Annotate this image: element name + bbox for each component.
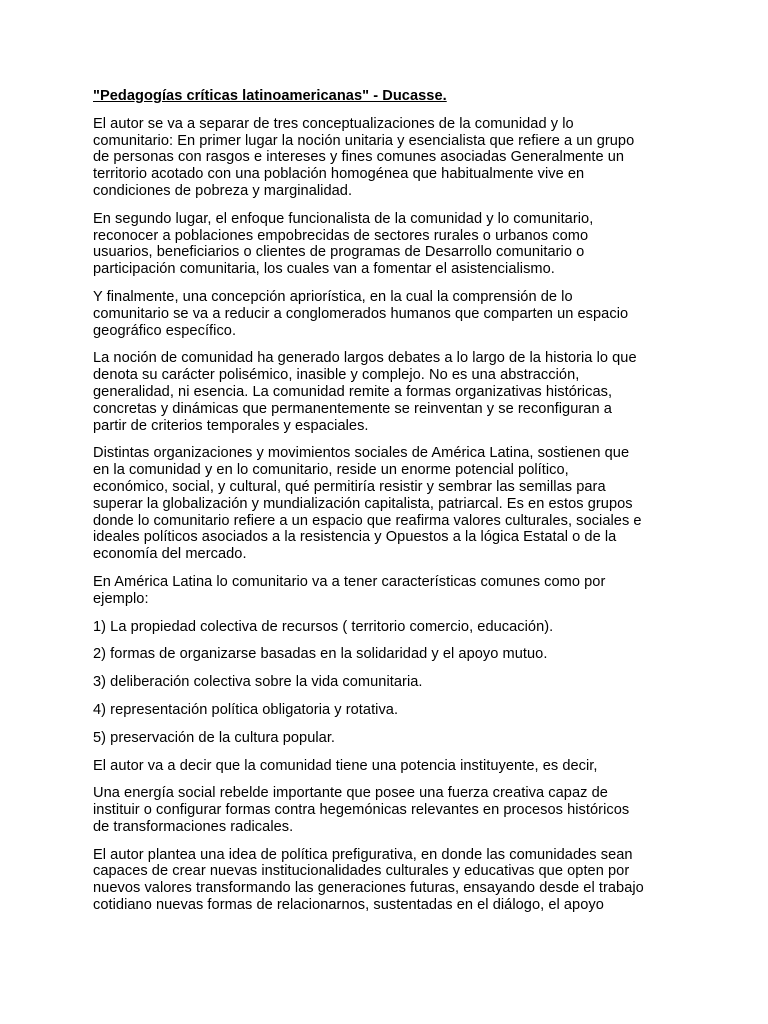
text-line: 2) formas de organizarse basadas en la solidaridad y el apoyo mutuo. bbox=[93, 646, 548, 663]
text-line: generalidad, ni esencia. La comunidad remite a formas organizativas históricas, bbox=[93, 383, 613, 400]
text-line: comunitario se va a reducir a conglomerados humanos que comparten un espacio bbox=[93, 305, 629, 322]
text-line: 3) deliberación colectiva sobre la vida comunitaria. bbox=[93, 674, 423, 691]
text-line: concretas y dinámicas que permanentemente se reinventan y se reconfiguran a bbox=[93, 400, 612, 417]
text-line: geográfico específico. bbox=[93, 322, 237, 339]
text-line: donde lo comunitario refiere a un espacio que reafirma valores culturales, sociales e bbox=[93, 512, 642, 529]
text-line: reconocer a poblaciones empobrecidas de sectores rurales o urbanos como bbox=[93, 227, 589, 244]
text-line: La noción de comunidad ha generado largos debates a lo largo de la historia lo que bbox=[93, 350, 637, 367]
text-line: en la comunidad y en lo comunitario, reside un enorme potencial político, bbox=[93, 462, 569, 479]
text-line: ideales políticos asociados a la resistencia y Opuestos a la lógica Estatal o de la bbox=[93, 529, 617, 546]
text-line: Distintas organizaciones y movimientos sociales de América Latina, sostienen que bbox=[93, 445, 630, 462]
paragraph bbox=[93, 785, 683, 835]
text-line: instituir o configurar formas contra hegemónicas relevantes en procesos históricos bbox=[93, 802, 630, 819]
text-line: nuevos valores transformando las generaciones futuras, ensayando desde el trabajo bbox=[93, 880, 644, 897]
paragraph bbox=[93, 646, 683, 663]
text-line: territorio acotado con una población homogénea que habitualmente vive en bbox=[93, 166, 585, 183]
text-line: economía del mercado. bbox=[93, 546, 247, 563]
text-line: El autor plantea una idea de política prefigurativa, en donde las comunidades sean bbox=[93, 846, 633, 863]
text-line: Una energía social rebelde importante que posee una fuerza creativa capaz de bbox=[93, 785, 608, 802]
paragraph bbox=[93, 289, 683, 339]
text-line: comunitario: En primer lugar la noción unitaria y esencialista que refiere a un grupo bbox=[93, 132, 635, 149]
paragraph bbox=[93, 445, 683, 563]
paragraph bbox=[93, 730, 683, 747]
text-line: El autor va a decir que la comunidad tiene una potencia instituyente, es decir, bbox=[93, 757, 598, 774]
text-line: participación comunitaria, los cuales van a fomentar el asistencialismo. bbox=[93, 261, 555, 278]
text-line: condiciones de pobreza y marginalidad. bbox=[93, 182, 353, 199]
text-line: 5) preservación de la cultura popular. bbox=[93, 729, 336, 746]
text-line: En América Latina lo comunitario va a tener características comunes como por bbox=[93, 573, 606, 590]
paragraph bbox=[93, 702, 683, 719]
text-line: cotidiano nuevas formas de relacionarnos, sustentadas en el diálogo, el apoyo bbox=[93, 897, 604, 914]
text-line: ejemplo: bbox=[93, 590, 149, 607]
paragraph bbox=[93, 574, 683, 608]
paragraph bbox=[93, 116, 683, 200]
paragraph bbox=[93, 211, 683, 278]
text-line: 1) La propiedad colectiva de recursos ( territorio comercio, educación). bbox=[93, 618, 554, 635]
paragraph bbox=[93, 674, 683, 691]
document-body bbox=[93, 88, 683, 925]
text-line: partir de criterios temporales y espaciales. bbox=[93, 417, 369, 434]
text-line: capaces de crear nuevas institucionalidades culturales y educativas que opten por bbox=[93, 863, 630, 880]
paragraph bbox=[93, 350, 683, 434]
paragraph bbox=[93, 619, 683, 636]
text-line: económico, social, y cultural, qué permitiría resistir y sembrar las semillas para bbox=[93, 478, 606, 495]
text-line: En segundo lugar, el enfoque funcionalista de la comunidad y lo comunitario, bbox=[93, 210, 594, 227]
text-line: El autor se va a separar de tres conceptualizaciones de la comunidad y lo bbox=[93, 115, 574, 132]
text-line: superar la globalización y mundialización capitalista, patriarcal. Es en estos grupos bbox=[93, 495, 633, 512]
text-line: de transformaciones radicales. bbox=[93, 818, 294, 835]
text-line: Y finalmente, una concepción apriorística, en la cual la comprensión de lo bbox=[93, 288, 573, 305]
text-line: 4) representación política obligatoria y rotativa. bbox=[93, 701, 399, 718]
text-line: de personas con rasgos e intereses y fines comunes asociadas Generalmente un bbox=[93, 149, 625, 166]
paragraph bbox=[93, 847, 683, 914]
document-title: "Pedagogías críticas latinoamericanas" - Ducasse. bbox=[93, 88, 447, 104]
text-line: usuarios, beneficiarios o clientes de programas de Desarrollo comunitario o bbox=[93, 244, 585, 261]
text-line: denota su carácter polisémico, inasible y complejo. No es una abstracción, bbox=[93, 367, 580, 384]
paragraph bbox=[93, 758, 683, 775]
paragraph-list bbox=[93, 116, 683, 914]
